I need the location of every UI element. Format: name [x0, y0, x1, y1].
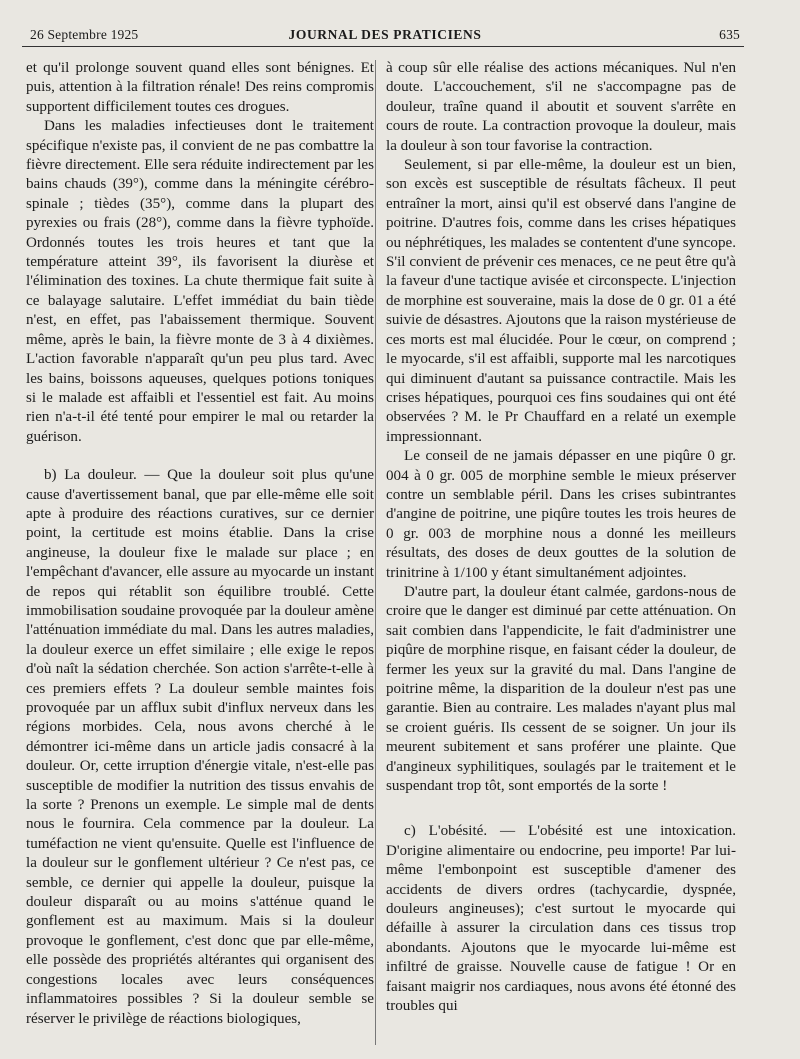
paragraph: Le conseil de ne jamais dépasser en une piqûre 0 gr. 004 à 0 gr. 005 de morphine semble le mieux préserver contre un semblable péril. Dans les crises subintrantes d'angine de poitrine, une piqûre toutes les trois heures de 0 gr. 003 de morphine nous a donné les meilleurs résultats, des doses de deux gouttes de la solution de trinitrine à 1/100 y étant simultanément adjointes.	[386, 448, 736, 581]
right-column	[386, 59, 736, 1017]
header-page-number: 635	[719, 27, 740, 42]
paragraph: et qu'il prolonge souvent quand elles sont bénignes. Et puis, attention à la filtration rénale! Des reins compromis supportent difficilement toutes ces drogues.	[26, 60, 374, 115]
header-date: 26 Septembre 1925	[30, 27, 139, 42]
paragraph: Seulement, si par elle-même, la douleur est un bien, son excès est susceptible de résultats fâcheux. Il peut entraîner la mort, ainsi qu'il est observé dans l'angine de poitrine. D'autres fois, comme dans les crises hépatiques ou néphrétiques, les malades se contentent d'une syncope. S'il convient de prévenir ces menaces, ce ne peut être qu'à la faveur d'une tactique avisée et circonspecte. L'injection de morphine est souveraine, mais la dose de 0 gr. 01 a été suivie de désastres. Ajoutons que la raison mystérieuse de ces morts est mal élucidée. Pour le cœur, on comprend ; le myocarde, s'il est affaibli, supporte mal les narcotiques qui diminuent d'autant sa puissance contractile. Mais les crises hépatiques, pourquoi ces fins soudaines qui ont été observées ? M. le Pr Chauffard en a relaté un exemple impressionnant.	[386, 157, 736, 445]
paragraph: c) L'obésité. — L'obésité est une intoxication. D'origine alimentaire ou endocrine, peu importe! Par lui-même l'embonpoint est susceptible d'amener des accidents de divers ordres (tachycardie, dyspnée, douleurs angineuses); c'est surtout le myocarde qui défaille à assurer la circulation dans ces tissus trop abondants. Ajoutons que le myocarde lui-même est infiltré de graisse. Nouvelle cause de fatigue ! Or en faisant maigrir nos cardiaques, nous avons été étonné des troubles qui	[386, 823, 736, 1015]
column-separator	[375, 60, 376, 1045]
header-journal-title: JOURNAL DES PRATICIENS	[288, 27, 482, 42]
page-header	[30, 27, 740, 45]
left-column	[26, 59, 374, 1029]
paragraph: D'autre part, la douleur étant calmée, gardons-nous de croire que le danger est diminué par cette atténuation. On sait combien dans l'appendicite, le fait d'administrer une piqûre de morphine risque, en faisant céder la douleur, de fermer les yeux sur la gravité du mal. Dans l'angine de poitrine même, la disparition de la douleur n'est pas une garantie. Bien au contraire. Les malades n'ayant plus mal se croient guéris. Ils cessent de se soigner. Un jour ils meurent subitement et sans proférer une plainte. Que d'angineux syphilitiques, soulagés par le traitement et le suspendant trop tôt, sont emportés de la sorte !	[386, 583, 736, 795]
header-rule	[22, 46, 744, 47]
paragraph: à coup sûr elle réalise des actions mécaniques. Nul n'en doute. L'accouchement, s'il ne s'accompagne pas de douleur, traîne quand il aboutit et souvent s'arrête en cours de route. La contraction provoque la douleur, mais la douleur à son tour favorise la contraction.	[386, 60, 736, 154]
paragraph: b) La douleur. — Que la douleur soit plus qu'une cause d'avertissement banal, que par elle-même elle soit apte à produire des réactions curatives, sur ce dernier point, la certitude est moins établie. Dans la crise angineuse, la douleur fixe le malade sur place ; en l'empêchant d'avancer, elle assure au myocarde un instant de repos qui rétablit son équilibre troublé. Cette immobilisation soudaine provoquée par la douleur amène l'atténuation immédiate du mal. Dans les autres maladies, la douleur exerce un effet similaire ; elle exige le repos d'où naît la sédation cherchée. Son action s'arrête-t-elle à ces premiers effets ? La douleur semble maintes fois provoquée par un afflux subit d'influx nerveux dans les régions morbides. Cela, nous avons cherché à le démontrer ici-même dans un article jadis consacré à la douleur. Or, cette irruption d'énergie vitale, n'est-elle pas susceptible de modifier la nutrition des tissus envahis de la sorte ? Prenons un exemple. Le simple mal de dents nous le fournira. Cela commence par la douleur. La tuméfaction ne vient qu'ensuite. Quelle est l'influence de la douleur sur le gonflement ultérieur ? Ce n'est pas, ce semble, ce dernier qui appelle la douleur, puisque la douleur disparaît ou au moins s'atténue quand le gonflement est au maximum. Mais si la douleur provoque le gonflement, c'est donc que par elle-même, elle possède des propriétés altérantes qui organisent des congestions locales avec leurs conséquences inflammatoires possibles ? Si la douleur semble se réserver le privilège de réactions biologiques,	[26, 467, 374, 1027]
paragraph: Dans les maladies infectieuses dont le traitement spécifique n'existe pas, il convient de ne pas combattre la fièvre directement. Elle sera réduite indirectement par les bains chauds (39°), comme dans la méningite cérébro-spinale ; tièdes (35°), comme dans la plupart des pyrexies ou frais (28°), comme dans la fièvre typhoïde. Ordonnés toutes les trois heures et tant que la température atteint 39°, ils favorisent la diurèse et l'élimination des toxines. La chute thermique fait suite à ce balayage salutaire. L'effet immédiat du bain tiède n'est, en effet, pas l'abaissement thermique. Souvent même, après le bain, la fièvre monte de 3 à 4 dixièmes. L'action favorable n'apparaît qu'un peu plus tard. Avec les bains, boissons aqueuses, quelques potions toniques si le malade est affaibli et l'essentiel est fait. Au moins rien n'a-t-il été tenté pour empirer le mal ou retarder la guérison.	[26, 118, 374, 445]
